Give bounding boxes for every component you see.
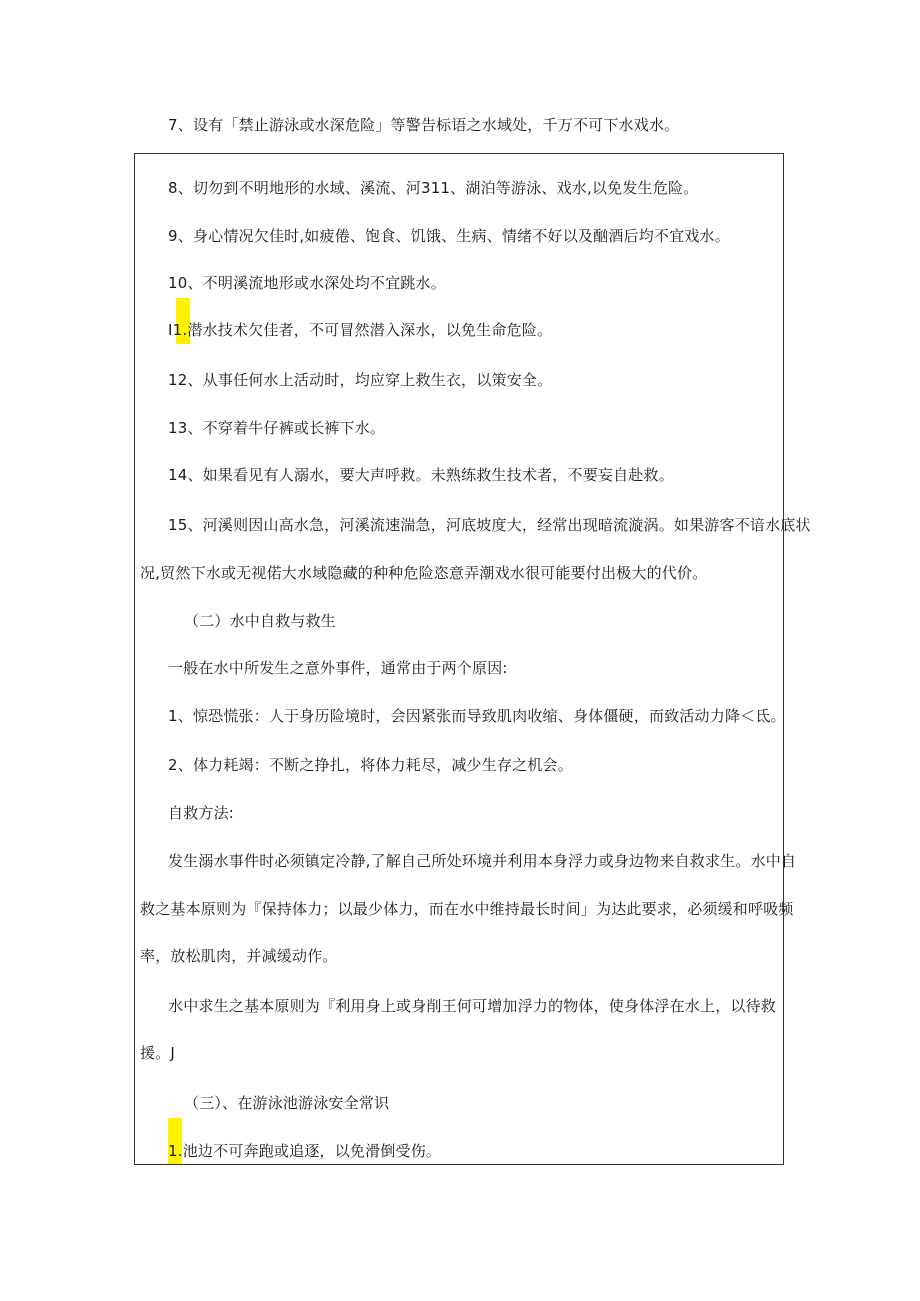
reason-2: 2、体力耗竭：不断之挣扎，将体力耗尽，减少生存之机会。 [168,756,573,774]
section-2-heading: （二）水中自救与救生 [184,612,337,630]
paragraph-1-line-1: 发生溺水事件时必须镇定冷静,了解自己所处环境并利用本身浮力或身边物来自救求生。水中自 [168,852,797,870]
self-rescue-heading: 自救方法: [168,804,235,822]
rule-13: 13、不穿着牛仔裤或长裤下水。 [168,419,386,437]
pool-rule-1-text: 池边不可奔跑或追逐，以免滑倒受伤。 [182,1142,442,1160]
rule-9: 9、身心情况欠佳时,如疲倦、饱食、饥饿、生病、情绪不好以及酗酒后均不宜戏水。 [168,227,730,245]
section-3-heading: （三）、在游泳池游泳安全常识 [184,1094,390,1112]
paragraph-1-line-2: 救之基本原则为『保持体力；以最少体力，而在水中维持最长时间」为达此要求，必须缓和呼吸频 [140,900,794,918]
rule-11 [168,320,552,340]
paragraph-2-line-2: 援。J [140,1044,176,1062]
pool-rule-1 [168,1141,441,1161]
accident-intro: 一般在水中所发生之意外事件，通常由于两个原因: [168,659,508,677]
rule-15-line-2: 况,贸然下水或无视偌大水域隐藏的种种危险恣意弄潮戏水很可能要付出极大的代价。 [140,564,708,582]
rule-10: 10、不明溪流地形或水深处均不宜跳水。 [168,274,446,292]
paragraph-2-line-1: 水中求生之基本原则为『利用身上或身削王何可增加浮力的物体，使身体浮在水上，以待救 [168,997,777,1015]
paragraph-1-line-3: 率，放松肌肉，并减缓动作。 [140,947,338,965]
rule-11-number: I1. [168,321,188,339]
rule-11-text: 潜水技术欠佳者，不可冒然潜入深水，以免生命危险。 [187,321,553,339]
rule-15-line-1: 15、河溪则因山高水急，河溪流速湍急，河底坡度大，经常出现暗流漩涡。如果游客不谙水底状 [168,516,811,534]
reason-1: 1、惊恐慌张：人于身历险境时，会因紧张而导致肌肉收缩、身体僵硬，而致活动力降＜氐。 [168,707,786,725]
rule-7: 7、设有「禁止游泳或水深危险」等警告标语之水域处，千万不可下水戏水。 [168,116,680,134]
pool-rule-1-number: 1. [168,1142,183,1160]
rule-12: 12、从事任何水上活动时，均应穿上救生衣，以策安全。 [168,371,553,389]
rule-8: 8、切勿到不明地形的水域、溪流、河311、湖泊等游泳、戏水,以免发生危险。 [168,179,699,197]
rule-14: 14、如果看见有人溺水，要大声呼救。未熟练救生技术者，不要妄自赴救。 [168,466,674,484]
